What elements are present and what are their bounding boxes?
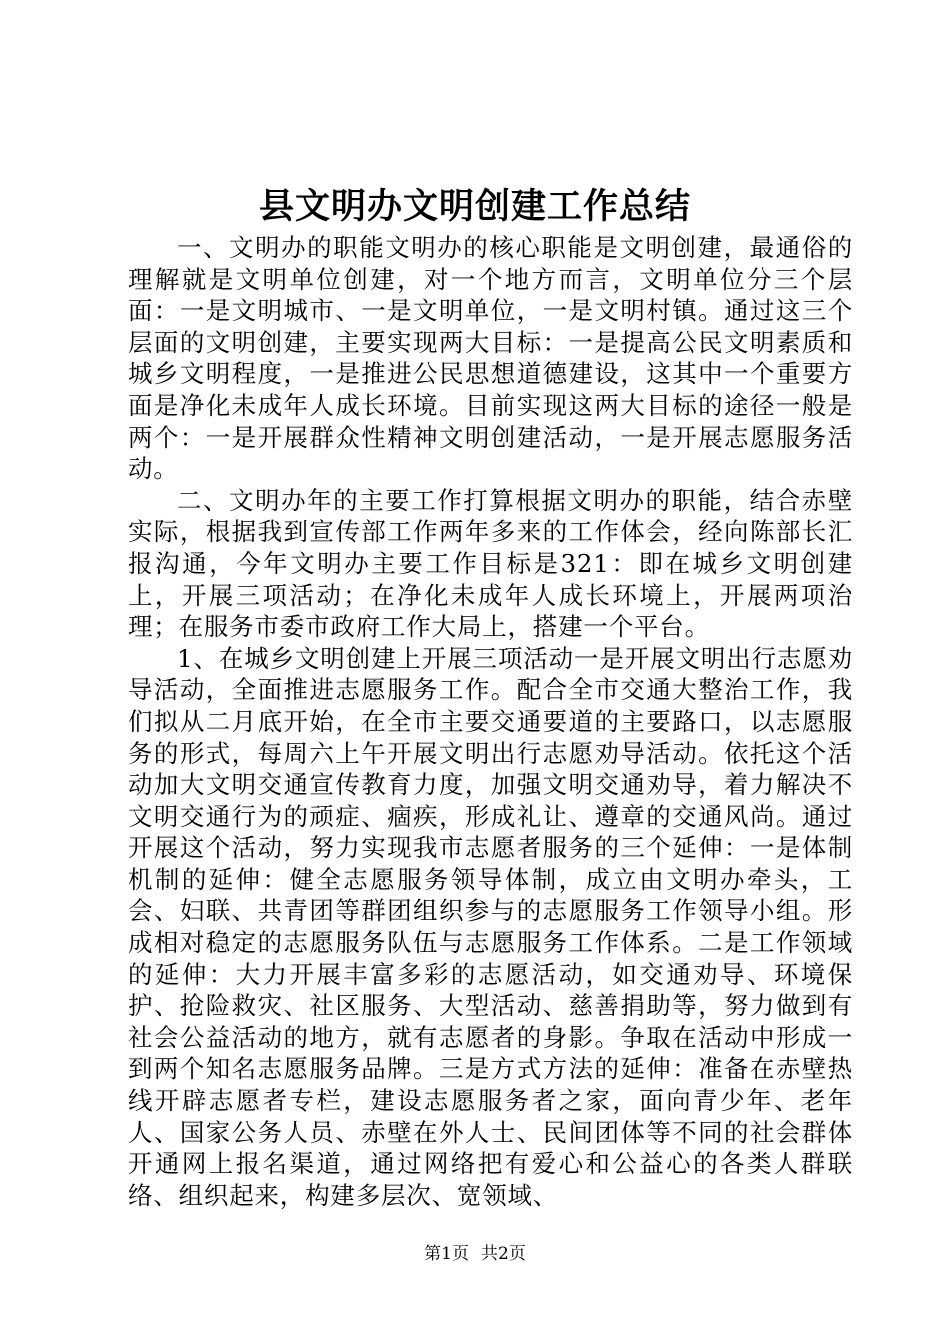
page-number: 第1页: [424, 1244, 469, 1264]
paragraph-1: 一、文明办的职能文明办的核心职能是文明创建，最通俗的理解就是文明单位创建，对一个地方而言，文明单位分三个层面：一是文明城市、一是文明单位，一是文明村镇。通过这三个层面的文明创建，主要实现两大目标：一是提高公民文明素质和城乡文明程度，一是推进公民思想道德建设，这其中一个重要方面是净化未成年人成长环境。目前实现这两大目标的途径一般是两个：一是开展群众性精神文明创建活动，一是开展志愿服务活动。: [128, 233, 853, 484]
document-title: 县文明办文明创建工作总结: [258, 186, 691, 227]
paragraph-3: 1、在城乡文明创建上开展三项活动一是开展文明出行志愿劝导活动，全面推进志愿服务工作。配合全市交通大整治工作，我们拟从二月底开始，在全市主要交通要道的主要路口，以志愿服务的形式，每周六上午开展文明出行志愿劝导活动。依托这个活动加大文明交通宣传教育力度，加强文明交通劝导，着力解决不文明交通行为的顽症、痼疾，形成礼让、遵章的交通风尚。通过开展这个活动，努力实现我市志愿者服务的三个延伸：一是体制机制的延伸：健全志愿服务领导体制，成立由文明办牵头，工会、妇联、共青团等群团组织参与的志愿服务工作领导小组。形成相对稳定的志愿服务队伍与志愿服务工作体系。二是工作领域的延伸：大力开展丰富多彩的志愿活动，如交通劝导、环境保护、抢险救灾、社区服务、大型活动、慈善捐助等，努力做到有社会公益活动的地方，就有志愿者的身影。争取在活动中形成一到两个知名志愿服务品牌。三是方式方法的延伸：准备在赤壁热线开辟志愿者专栏，建设志愿服务者之家，面向青少年、老年人、国家公务人员、赤壁在外人士、民间团体等不同的社会群体开通网上报名渠道，通过网络把有爱心和公益心的各类人群联络、组织起来，构建多层次、宽领域、: [128, 643, 853, 1210]
page-total: 共2页: [481, 1244, 526, 1264]
paragraph-2: 二、文明办年的主要工作打算根据文明办的职能，结合赤壁实际，根据我到宣传部工作两年多来的工作体会，经向陈部长汇报沟通，今年文明办主要工作目标是321：即在城乡文明创建上，开展三项活动；在净化未成年人成长环境上，开展两项治理；在服务市委市政府工作大局上，搭建一个平台。: [128, 485, 853, 642]
page-footer: [0, 1242, 950, 1266]
document-body: [128, 232, 853, 1211]
